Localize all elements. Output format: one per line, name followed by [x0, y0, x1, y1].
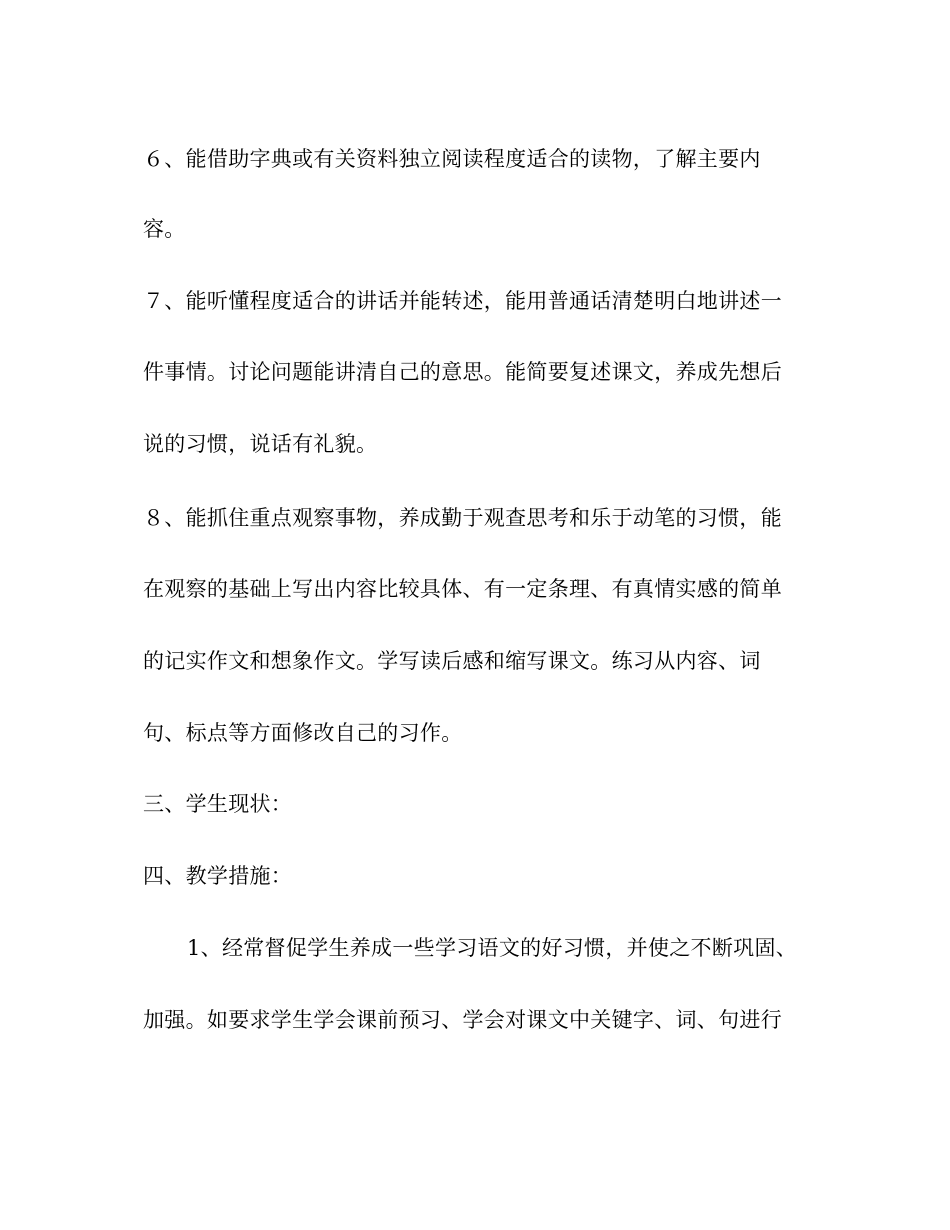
text-line-item7-c: 说的习惯，说话有礼貌。: [143, 432, 378, 456]
text-line-item8-a: ８、能抓住重点观察事物，养成勤于观查思考和乐于动笔的习惯，能: [143, 506, 782, 530]
section-heading-teaching-measures: 四、教学措施：: [143, 864, 293, 888]
section-heading-student-status: 三、学生现状：: [143, 792, 293, 816]
text-line-item6-a: ６、能借助字典或有关资料独立阅读程度适合的读物，了解主要内: [143, 147, 761, 171]
text-line-item6-b: 容。: [143, 217, 186, 241]
text-line-item8-c: 的记实作文和想象作文。学写读后感和缩写课文。练习从内容、词: [143, 649, 761, 673]
text-line-item7-b: 件事情。讨论问题能讲清自己的意思。能简要复述课文，养成先想后: [143, 360, 782, 384]
text-line-item7-a: ７、能听懂程度适合的讲话并能转述，能用普通话清楚明白地讲述一: [143, 289, 782, 313]
text-line-measure1-a: 1、经常督促学生养成一些学习语文的好习惯，并使之不断巩固、: [187, 936, 798, 960]
text-line-item8-b: 在观察的基础上写出内容比较具体、有一定条理、有真情实感的简单: [143, 577, 782, 601]
text-line-measure1-b: 加强。如要求学生学会课前预习、学会对课文中关键字、词、句进行: [143, 1008, 782, 1032]
text-line-item8-d: 句、标点等方面修改自己的习作。: [143, 721, 463, 745]
